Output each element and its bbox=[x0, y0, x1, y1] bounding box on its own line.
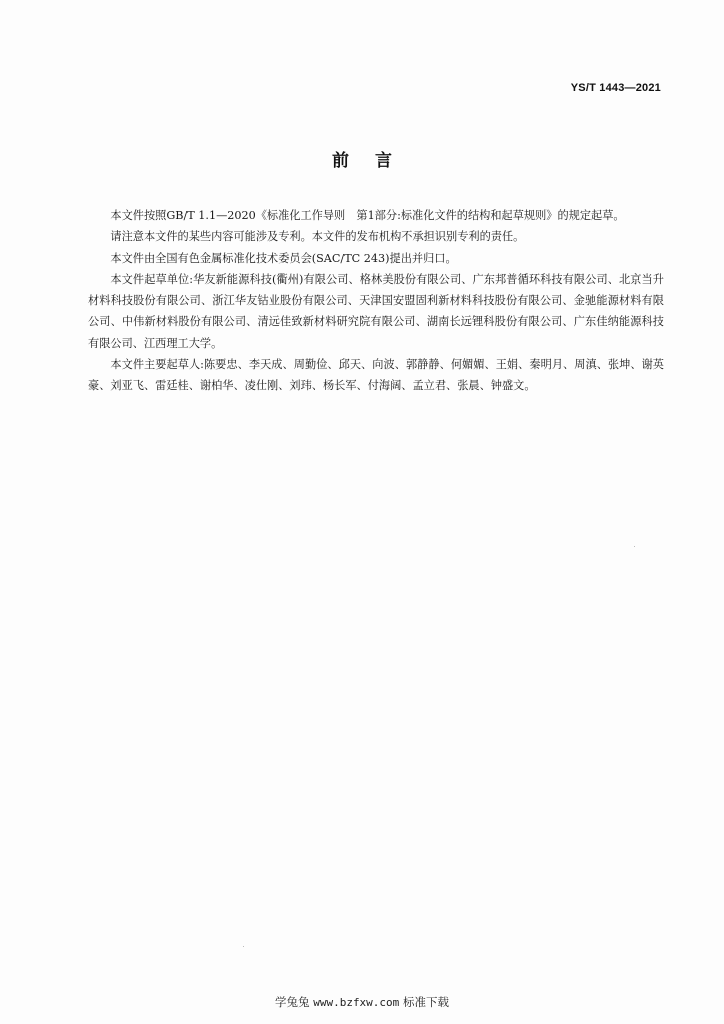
paragraph-drafters: 本文件主要起草人:陈要忠、李天成、周勤俭、邱天、向波、郭静静、何媚媚、王娟、秦明月、周滇、张坤、谢英豪、刘亚飞、雷廷桂、谢柏华、凌仕刚、刘玮、杨长军、付海阔、孟立君、张晨、钟盛文。 bbox=[88, 358, 664, 393]
page-title: 前言 bbox=[332, 151, 418, 171]
footer-tagline: 标准下载 bbox=[402, 995, 449, 1009]
paragraph-patent-notice: 请注意本文件的某些内容可能涉及专利。本文件的发布机构不承担识别专利的责任。 bbox=[110, 230, 525, 244]
paragraph-drafting-rules: 本文件按照GB/T 1.1—2020《标准化工作导则 第1部分:标准化文件的结构和起草规则》的规定起草。 bbox=[110, 209, 625, 222]
footer-site-name: 学兔兔 bbox=[275, 995, 310, 1009]
paragraph-proposer: 本文件由全国有色金属标准化技术委员会(SAC/TC 243)提出并归口。 bbox=[110, 251, 457, 265]
footer-watermark bbox=[0, 994, 724, 1010]
scan-speck bbox=[243, 946, 244, 947]
standard-code: YS/T 1443—2021 bbox=[570, 82, 661, 94]
footer-url[interactable]: www.bzfxw.com bbox=[313, 996, 400, 1009]
scan-speck bbox=[634, 546, 635, 547]
preface-body bbox=[88, 205, 664, 397]
paragraph-drafting-units: 本文件起草单位:华友新能源科技(衢州)有限公司、格林美股份有限公司、广东邦普循环科技有限公司、北京当升材料科技股份有限公司、浙江华友钴业股份有限公司、天津国安盟固利新材料科技股份有限公司、金驰能源材料有限公司、中伟新材料股份有限公司、清远佳致新材料研究院有限公司、湖南长远锂科股份有限公司、广东佳纳能源科技有限公司、江西理工大学。 bbox=[88, 272, 664, 350]
